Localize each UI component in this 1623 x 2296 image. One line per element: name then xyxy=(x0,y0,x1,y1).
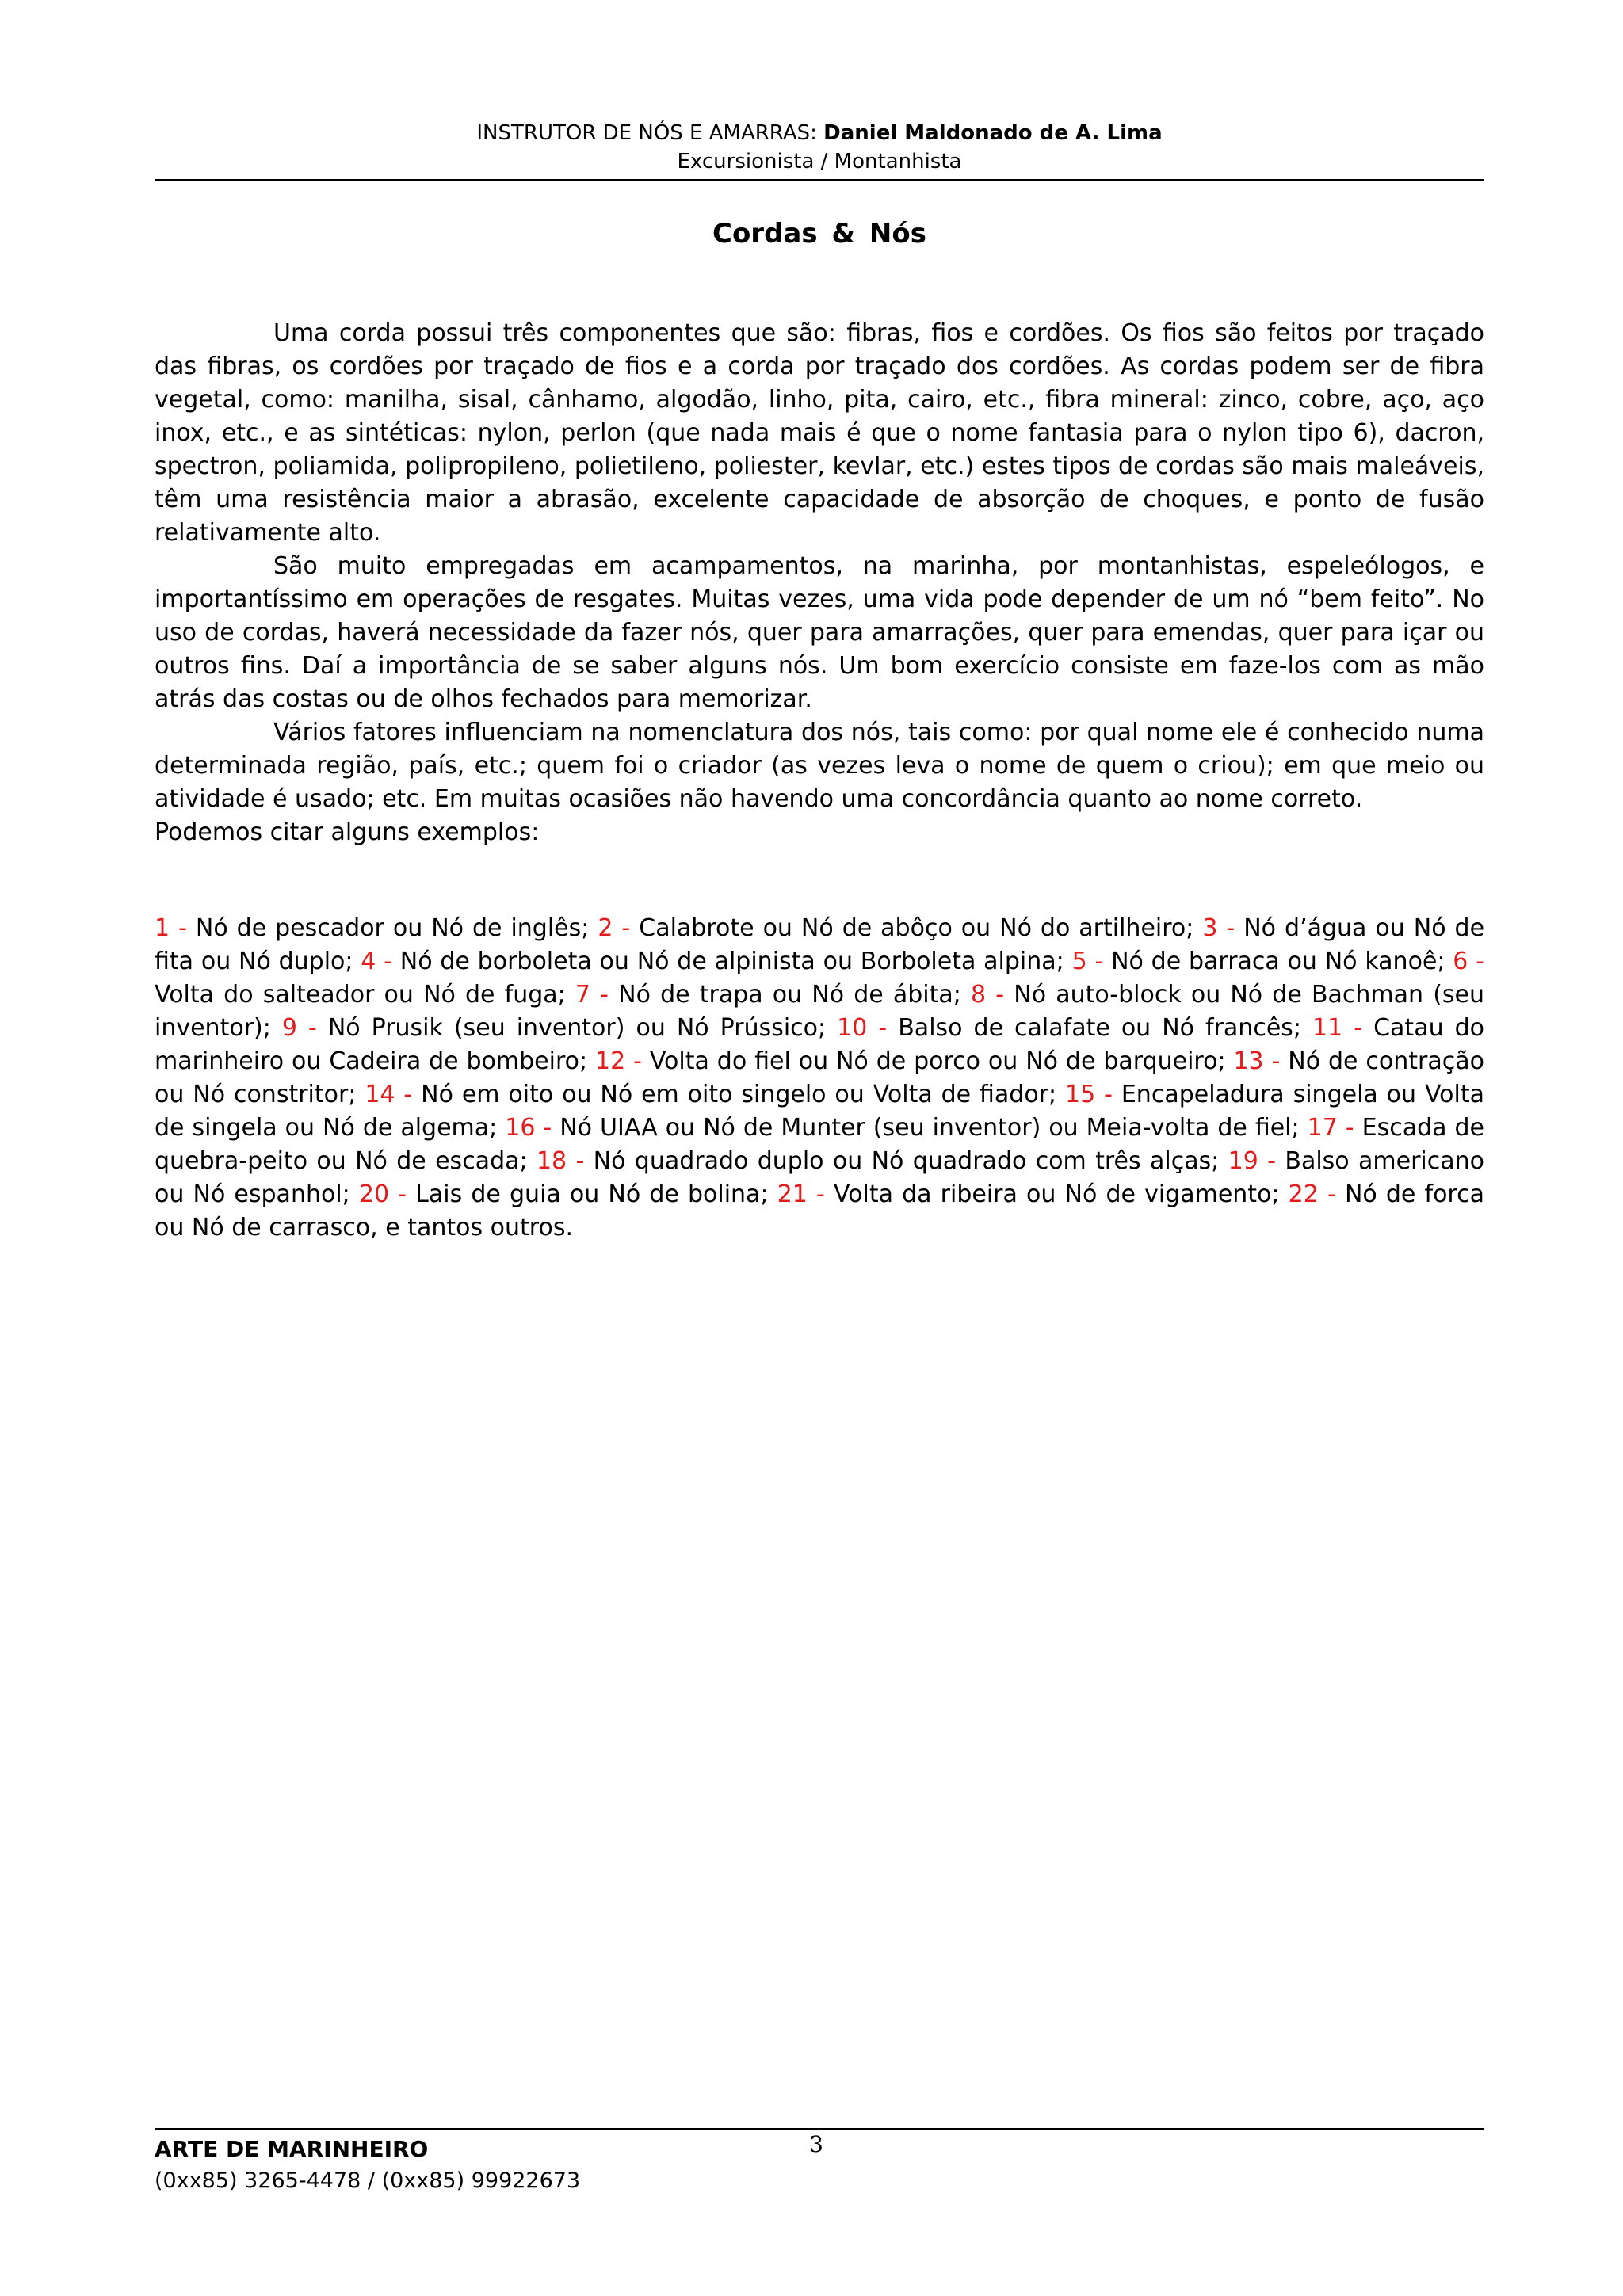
knot-name: Nó UIAA ou Nó de Munter (seu inventor) ou Meia-volta de fiel; xyxy=(552,1114,1308,1142)
header-line-2: Excursionista / Montanhista xyxy=(677,150,962,174)
knot-number: 12 - xyxy=(595,1047,642,1075)
knot-list xyxy=(155,912,1484,1245)
knot-item xyxy=(598,914,1202,942)
knot-name: Calabrote ou Nó de abôço ou Nó do artilheiro; xyxy=(630,914,1203,942)
knot-name: Catau do marinheiro ou Cadeira de bombeiro; xyxy=(155,1014,1485,1075)
knot-item xyxy=(777,1180,1289,1208)
paragraph-3: Vários fatores influenciam na nomenclatura dos nós, tais como: por qual nome ele é conhecido numa determinada região, país, etc.; quem foi o criador (as vezes leva o nome de quem o criou); em que meio ou atividade é usado; etc. Em muitas ocasiões não havendo uma concordância quanto ao nome correto. xyxy=(155,719,1484,813)
paragraph-2: São muito empregadas em acampamentos, na marinha, por montanhistas, espeleólogos, e importantíssimo em operações de resgates. Muitas vezes, uma vida pode depender de um nó “bem feito”. No uso de cordas, haverá necessidade da fazer nós, quer para amarrações, quer para emendas, quer para içar ou outros fins. Daí a importância de se saber alguns nós. Um bom exercício consiste em faze-los com as mão atrás das costas ou de olhos fechados para memorizar. xyxy=(155,552,1484,713)
knot-item xyxy=(575,981,971,1009)
header-line-1 xyxy=(155,119,1484,147)
knot-number: 15 - xyxy=(1065,1081,1113,1108)
knot-number: 18 - xyxy=(536,1147,585,1175)
knot-number: 17 - xyxy=(1307,1114,1354,1142)
knot-number: 21 - xyxy=(777,1180,825,1208)
knot-number: 14 - xyxy=(365,1081,413,1108)
page-title: Cordas & Nós xyxy=(712,218,926,250)
knot-name: Volta do fiel ou Nó de porco ou Nó de barqueiro; xyxy=(641,1047,1234,1075)
knot-name: Lais de guia ou Nó de bolina; xyxy=(407,1180,777,1208)
knot-number: 4 - xyxy=(361,948,392,975)
knot-number: 13 - xyxy=(1233,1047,1281,1075)
knot-number: 20 - xyxy=(358,1180,407,1208)
knot-item xyxy=(359,1180,777,1208)
knot-number: 11 - xyxy=(1312,1014,1363,1042)
knot-name: Nó de barraca ou Nó kanoê; xyxy=(1103,948,1453,975)
knot-number: 22 - xyxy=(1288,1180,1336,1208)
knot-number: 9 - xyxy=(281,1014,317,1042)
knot-number: 7 - xyxy=(575,981,609,1009)
knot-name: Nó quadrado duplo ou Nó quadrado com três alças; xyxy=(584,1147,1228,1175)
knot-name: Nó d’água ou Nó de fita ou Nó duplo; xyxy=(155,914,1485,975)
knot-item xyxy=(282,1014,837,1042)
knot-number: 1 - xyxy=(155,914,187,942)
knot-name: Encapeladura singela ou Volta de singela ou Nó de algema; xyxy=(155,1081,1484,1142)
header-label: INSTRUTOR DE NÓS E AMARRAS: xyxy=(476,121,824,145)
knot-number: 5 - xyxy=(1071,948,1104,975)
knot-name: Nó de pescador ou Nó de inglês; xyxy=(186,914,598,942)
knot-number: 16 - xyxy=(505,1114,552,1142)
knot-name: Volta do salteador ou Nó de fuga; xyxy=(155,981,575,1009)
footer-phone: (0xx85) 3265-4478 / (0xx85) 99922673 xyxy=(155,2168,581,2193)
knot-item xyxy=(505,1114,1307,1142)
knot-name: Escada de quebra-peito ou Nó de escada; xyxy=(155,1114,1484,1175)
knot-name: Volta da ribeira ou Nó de vigamento; xyxy=(824,1180,1289,1208)
knot-number: 6 - xyxy=(1453,948,1485,975)
knot-name: Balso americano ou Nó espanhol; xyxy=(155,1147,1484,1208)
paragraph-1: Uma corda possui três componentes que são: fibras, fios e cordões. Os fios são feitos por traçado das fibras, os cordões por traçado de fios e a corda por traçado dos cordões. As cordas podem ser de fibra vegetal, como: manilha, sisal, cânhamo, algodão, linho, pita, cairo, etc., fibra mineral: zinco, cobre, aço, aço inox, etc., e as sintéticas: nylon, perlon (que nada mais é que o nome fantasia para o nylon tipo 6), dacron, spectron, poliamida, polipropileno, polietileno, poliester, kevlar, etc.) estes tipos de cordas são mais maleáveis, têm uma resistência maior a abrasão, excelente capacidade de absorção de choques, e ponto de fusão relativamente alto. xyxy=(155,319,1484,547)
knot-item xyxy=(595,1047,1233,1075)
knot-item xyxy=(365,1081,1065,1108)
knot-number: 8 - xyxy=(971,981,1005,1009)
page-number: 3 xyxy=(809,2131,823,2157)
knot-item xyxy=(837,1014,1312,1042)
knot-number: 10 - xyxy=(837,1014,888,1042)
knot-name: Nó de borboleta ou Nó de alpinista ou Borboleta alpina; xyxy=(392,948,1072,975)
page-header xyxy=(155,119,1484,176)
knot-number: 2 - xyxy=(598,914,631,942)
header-author: Daniel Maldonado de A. Lima xyxy=(823,121,1163,145)
knot-name: Balso de calafate ou Nó francês; xyxy=(887,1014,1313,1042)
knot-name: Nó de forca ou Nó de carrasco, e tantos outros. xyxy=(155,1180,1484,1241)
knot-name: Nó em oito ou Nó em oito singelo ou Volta de fiador; xyxy=(412,1081,1066,1108)
knot-number: 19 - xyxy=(1228,1147,1277,1175)
knot-item xyxy=(537,1147,1228,1175)
knot-item xyxy=(1072,948,1453,975)
footer-brand: ARTE DE MARINHEIRO xyxy=(155,2136,429,2162)
knot-item xyxy=(155,914,598,942)
body-text xyxy=(155,317,1484,849)
knot-name: Nó auto-block ou Nó de Bachman (seu inventor); xyxy=(155,981,1484,1042)
knot-name: Nó Prusik (seu inventor) ou Nó Prússico; xyxy=(316,1014,838,1042)
knot-item xyxy=(361,948,1071,975)
header-divider xyxy=(155,179,1484,181)
knot-number: 3 - xyxy=(1202,914,1235,942)
knot-name: Nó de contração ou Nó constritor; xyxy=(155,1047,1484,1108)
knot-name: Nó de trapa ou Nó de ábita; xyxy=(608,981,972,1009)
paragraph-4: Podemos citar alguns exemplos: xyxy=(155,818,540,846)
